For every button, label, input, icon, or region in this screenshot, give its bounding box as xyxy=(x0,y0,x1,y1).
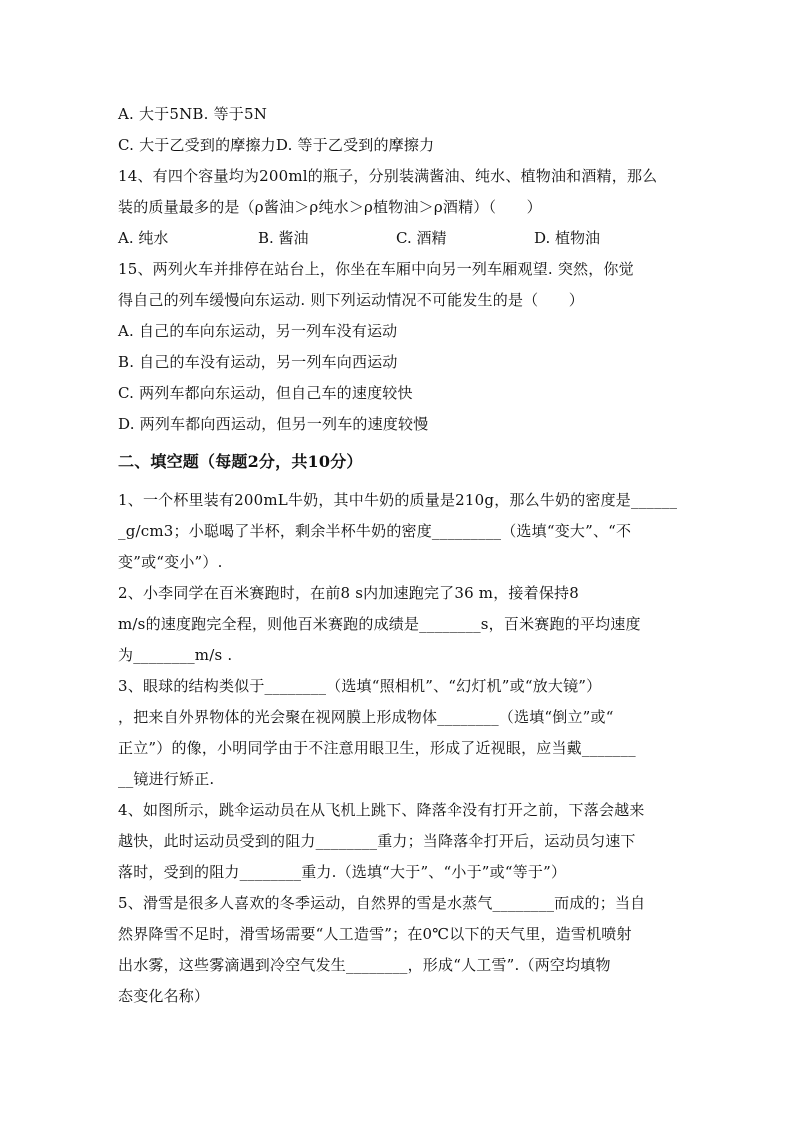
q14-stem-line2: 装的质量最多的是（ρ酱油＞ρ纯水＞ρ植物油＞ρ酒精）（ ） xyxy=(118,198,542,216)
fill-q3-line1: 3、眼球的结构类似于________（选填“照相机”、“幻灯机”或“放大镜”） xyxy=(118,677,602,695)
q13-options-ab: A. 大于5NB. 等于5N xyxy=(118,105,268,123)
fill-q1-line1: 1、一个杯里装有200mL牛奶，其中牛奶的质量是210g，那么牛奶的密度是______ xyxy=(118,491,678,509)
fill-q5-line1: 5、滑雪是很多人喜欢的冬季运动，自然界的雪是水蒸气________而成的；当自 xyxy=(118,894,646,912)
q14-option-c: C. 酒精 xyxy=(396,229,447,247)
fill-q5-line2: 然界降雪不足时，滑雪场需要“人工造雪”；在0℃以下的天气里，造雪机喷射 xyxy=(118,925,632,943)
fill-q5-line4: 态变化名称） xyxy=(118,987,210,1005)
fill-q4-line2: 越快，此时运动员受到的阻力________重力；当降落伞打开后，运动员匀速下 xyxy=(118,832,636,850)
fill-q4-line3: 落时，受到的阻力________重力.（选填“大于”、“小于”或“等于”） xyxy=(118,863,567,881)
q15-stem-line1: 15、两列火车并排停在站台上，你坐在车厢中向另一列车厢观望. 突然，你觉 xyxy=(118,260,634,278)
q15-option-c: C. 两列车都向东运动，但自己车的速度较快 xyxy=(118,384,413,402)
q14-stem-line1: 14、有四个容量均为200ml的瓶子，分别装满酱油、纯水、植物油和酒精，那么 xyxy=(118,167,658,185)
section2-heading: 二、填空题（每题2分，共10分） xyxy=(118,452,363,471)
q14-option-d: D. 植物油 xyxy=(534,229,601,247)
fill-q3-line4: __镜进行矫正. xyxy=(118,770,215,788)
fill-q3-line3: 正立”）的像，小明同学由于不注意用眼卫生，形成了近视眼，应当戴_______ xyxy=(118,739,636,757)
fill-q3-line2: ，把来自外界物体的光会聚在视网膜上形成物体________（选填“倒立”或“ xyxy=(118,708,614,726)
fill-q2-line1: 2、小李同学在百米赛跑时，在前8 s内加速跑完了36 m，接着保持8 xyxy=(118,584,579,602)
fill-q1-line3: 变”或“变小”）. xyxy=(118,553,223,571)
fill-q4-line1: 4、如图所示，跳伞运动员在从飞机上跳下、降落伞没有打开之前，下落会越来 xyxy=(118,801,645,819)
q15-option-d: D. 两列车都向西运动，但另一列车的速度较慢 xyxy=(118,415,429,433)
q15-stem-line2: 得自己的列车缓慢向东运动. 则下列运动情况不可能发生的是（ ） xyxy=(118,291,584,309)
fill-q2-line3: 为________m/s . xyxy=(118,646,233,664)
q13-options-cd: C. 大于乙受到的摩擦力D. 等于乙受到的摩擦力 xyxy=(118,136,435,154)
fill-q1-line2: _g/cm3；小聪喝了半杯，剩余半杯牛奶的密度_________（选填“变大”、“不 xyxy=(118,522,632,540)
fill-q2-line2: m/s的速度跑完全程，则他百米赛跑的成绩是________s，百米赛跑的平均速度 xyxy=(118,615,641,633)
q15-option-a: A. 自己的车向东运动，另一列车没有运动 xyxy=(118,322,398,340)
q14-option-b: B. 酱油 xyxy=(258,229,309,247)
q14-option-a: A. 纯水 xyxy=(118,229,169,247)
fill-q5-line3: 出水雾，这些雾滴遇到冷空气发生________，形成“人工雪”.（两空均填物 xyxy=(118,956,611,974)
q15-option-b: B. 自己的车没有运动，另一列车向西运动 xyxy=(118,353,398,371)
